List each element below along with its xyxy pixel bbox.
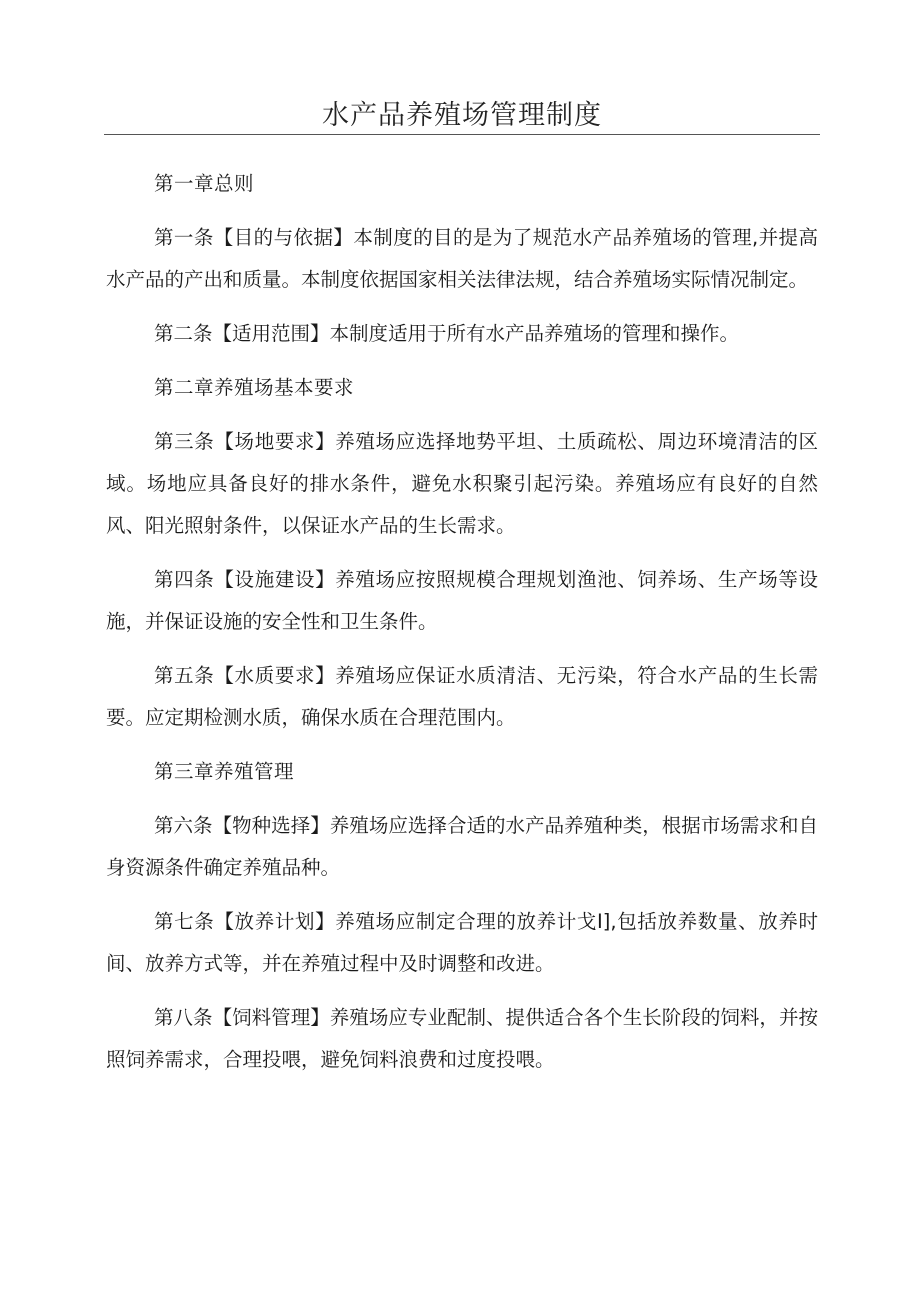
article-6: 第六条【物种选择】养殖场应选择合适的水产品养殖种类，根据市场需求和自身资源条件确定养殖品种。: [106, 814, 818, 879]
article-8: 第八条【饲料管理】养殖场应专业配制、提供适合各个生长阶段的饲料，并按照饲养需求，合理投喂，避免饲料浪费和过度投喂。: [106, 1006, 818, 1071]
chapter-heading-2: 第二章养殖场基本要求: [154, 376, 355, 399]
document-body: [106, 163, 818, 1081]
article-7: 第七条【放养计划】养殖场应制定合理的放养计戈I],包括放养数量、放养时间、放养方式等，并在养殖过程中及时调整和改进。: [106, 910, 818, 975]
chapter-heading-1: 第一章总则: [154, 172, 255, 195]
article-5: 第五条【水质要求】养殖场应保证水质清洁、无污染，符合水产品的生长需要。应定期检测水质，确保水质在合理范围内。: [106, 664, 818, 729]
article-1: 第一条【目的与依据】本制度的目的是为了规范水产品养殖场的管理,并提高水产品的产出和质量。本制度依据国家相关法律法规，结合养殖场实际情况制定。: [106, 226, 818, 291]
document-title: 水产品养殖场管理制度: [322, 100, 602, 131]
chapter-heading-3: 第三章养殖管理: [154, 760, 295, 783]
article-3: 第三条【场地要求】养殖场应选择地势平坦、土质疏松、周边环境清洁的区域。场地应具备良好的排水条件，避免水积聚引起污染。养殖场应有良好的自然风、阳光照射条件，以保证水产品的生长需求。: [106, 430, 818, 537]
title-divider: [104, 134, 820, 135]
article-2: 第二条【适用范围】本制度适用于所有水产品养殖场的管理和操作。: [154, 322, 740, 345]
article-4: 第四条【设施建设】养殖场应按照规模合理规划渔池、饲养场、生产场等设施，并保证设施的安全性和卫生条件。: [106, 568, 818, 633]
